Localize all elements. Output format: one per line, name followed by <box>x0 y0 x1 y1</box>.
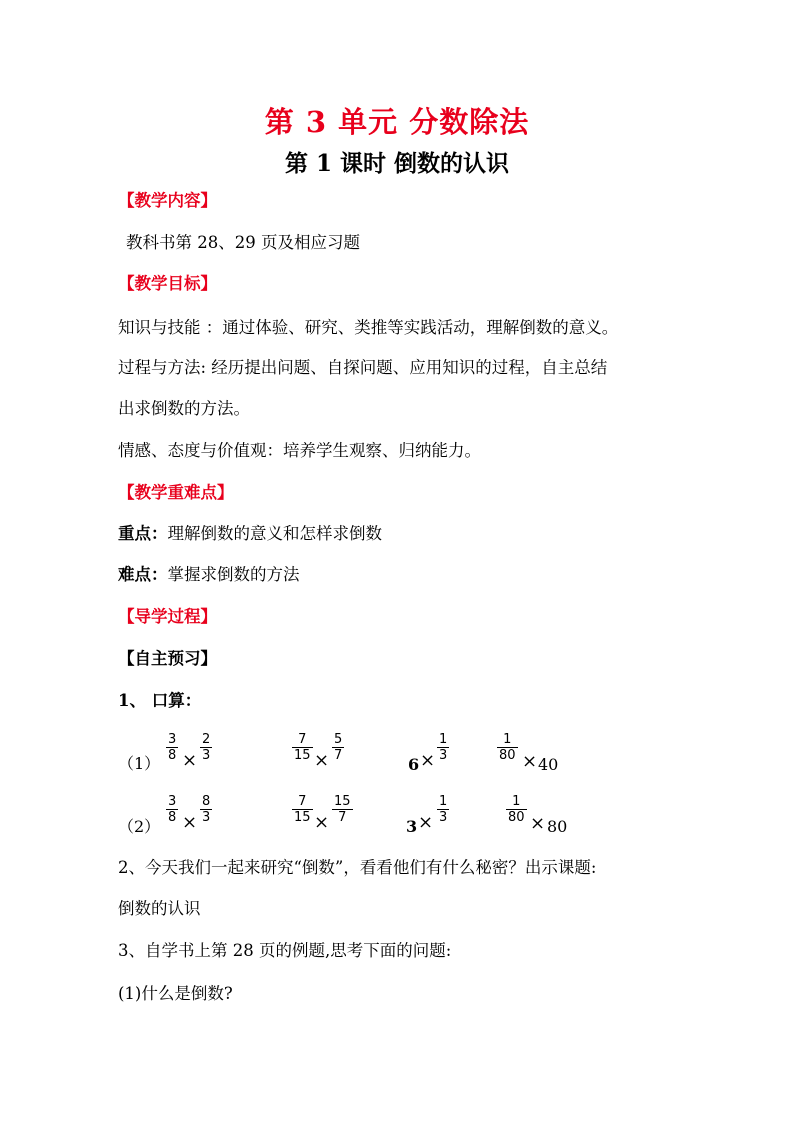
fraction: 1 3 <box>439 732 448 763</box>
unit-title: 第 3 单元 分数除法 <box>264 105 530 139</box>
question-3-1: (1)什么是倒数? <box>118 984 233 1003</box>
times-sign: × <box>418 812 434 833</box>
question-1: 1、 口算： <box>118 691 202 710</box>
fraction: 3 8 <box>168 794 177 825</box>
fraction: 7 15 <box>294 732 311 763</box>
process-heading: 【导学过程】 <box>118 607 217 626</box>
goal-knowledge: 知识与技能 ：通过体验、研究、类推等实践活动，理解倒数的意义。 <box>118 318 619 337</box>
fraction: 8 3 <box>202 794 211 825</box>
content-text: 教科书第 28、29 页及相应习题 <box>126 233 360 252</box>
key-point <box>118 523 382 545</box>
difficulty-text: 掌握求倒数的方法 <box>167 565 300 584</box>
times-sign: × <box>530 813 546 834</box>
times-sign: × <box>314 750 330 771</box>
fraction: 5 7 <box>334 732 343 763</box>
content-heading: 【教学内容】 <box>118 191 217 210</box>
row-2-label: （2） <box>118 817 161 836</box>
whole-number: 80 <box>547 817 568 836</box>
difficulty-label: 难点： <box>118 565 168 584</box>
fraction: 15 7 <box>334 794 351 825</box>
key-text: 理解倒数的意义和怎样求倒数 <box>167 524 382 543</box>
question-3: 3、自学书上第 28 页的例题,思考下面的问题: <box>118 941 452 960</box>
goal-process-line1: 过程与方法: 经历提出问题、自探问题、应用知识的过程，自主总结 <box>118 358 608 377</box>
question-2-line1: 2、今天我们一起来研究“倒数”，看看他们有什么秘密？出示课题: <box>118 858 597 877</box>
row-1-label: （1） <box>118 754 161 773</box>
goal-attitude: 情感、态度与价值观：培养学生观察、归纳能力。 <box>118 441 481 460</box>
whole-number: 3 <box>406 817 418 836</box>
fraction: 2 3 <box>202 732 211 763</box>
question-2-line2: 倒数的认识 <box>118 899 201 918</box>
times-sign: × <box>420 750 436 771</box>
fraction: 1 80 <box>508 794 525 825</box>
times-sign: × <box>182 750 198 771</box>
fraction: 1 3 <box>439 794 448 825</box>
preview-heading: 【自主预习】 <box>118 649 217 668</box>
difficulty-point <box>118 564 300 586</box>
key-label: 重点： <box>118 524 168 543</box>
whole-number: 6 <box>408 755 420 774</box>
times-sign: × <box>182 812 198 833</box>
fraction: 1 80 <box>499 732 516 763</box>
fraction: 3 8 <box>168 732 177 763</box>
goals-heading: 【教学目标】 <box>118 274 217 293</box>
whole-number: 40 <box>538 755 559 774</box>
goal-process-line2: 出求倒数的方法。 <box>118 399 250 418</box>
times-sign: × <box>314 812 330 833</box>
times-sign: × <box>522 751 538 772</box>
fraction: 7 15 <box>294 794 311 825</box>
lesson-title: 第 1 课时 倒数的认识 <box>284 150 510 177</box>
keypoints-heading: 【教学重难点】 <box>118 483 234 502</box>
